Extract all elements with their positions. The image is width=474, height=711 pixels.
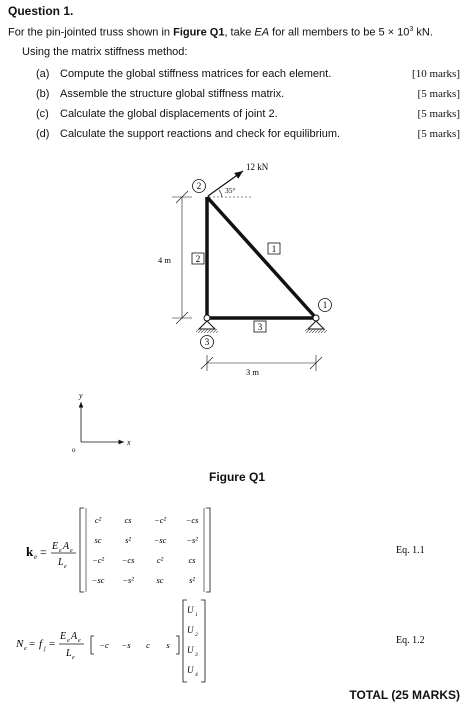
svg-text:4: 4 xyxy=(195,672,198,678)
method-text: Using the matrix stiffness method: xyxy=(22,46,188,58)
denominator-L: L xyxy=(66,648,72,659)
svg-text:sc: sc xyxy=(94,535,102,545)
load-label: 12 kN xyxy=(246,162,269,172)
intro-ea: EA xyxy=(254,26,270,39)
angle-label: 35° xyxy=(225,186,236,195)
part-text: Calculate the support reactions and check for equilibrium. xyxy=(60,128,341,140)
part-d xyxy=(36,128,340,140)
svg-text:3: 3 xyxy=(204,337,210,347)
node-1-label xyxy=(319,299,332,312)
part-a xyxy=(36,68,331,80)
svg-text:U: U xyxy=(187,645,194,655)
numerator-A: A xyxy=(63,541,70,552)
matrix-bracket-left xyxy=(80,508,84,592)
question-title: Question 1. xyxy=(8,4,74,18)
svg-text:1: 1 xyxy=(322,300,328,310)
sub-e: e xyxy=(70,548,73,554)
angle-arc xyxy=(219,190,222,197)
numerator-E: E xyxy=(60,631,67,642)
stiffness-matrix xyxy=(92,515,200,585)
numerator-E: E xyxy=(52,541,59,552)
node-3-label xyxy=(201,336,214,349)
origin-label: o xyxy=(72,446,76,454)
svg-text:c²: c² xyxy=(156,555,164,565)
part-label: (b) xyxy=(36,88,50,100)
displacement-vector xyxy=(187,605,198,678)
svg-text:s²: s² xyxy=(125,535,131,545)
part-b xyxy=(36,88,284,100)
sub-e: e xyxy=(78,638,81,644)
equals: = xyxy=(29,638,36,650)
part-a-marks: [10 marks] xyxy=(412,68,460,80)
svg-text:−c²: −c² xyxy=(91,555,105,565)
svg-text:1: 1 xyxy=(195,612,198,618)
intro-text-1: For the pin-jointed truss shown in xyxy=(8,26,174,39)
intro-text-3: for all members to be 5 × 10 xyxy=(269,26,410,39)
numerator-A: A xyxy=(71,631,78,642)
svg-text:cs: cs xyxy=(188,555,196,565)
svg-text:1: 1 xyxy=(271,244,277,254)
part-b-marks: [5 marks] xyxy=(417,88,460,100)
equals-2: = xyxy=(49,638,56,650)
row-bracket-left xyxy=(91,636,94,654)
element-1-label xyxy=(268,243,280,254)
intro-unit: kN. xyxy=(413,26,433,39)
f-subscript: j xyxy=(44,646,46,652)
part-c-marks: [5 marks] xyxy=(417,108,460,120)
k-subscript: e xyxy=(34,553,38,561)
svg-text:2: 2 xyxy=(196,181,202,191)
svg-text:U: U xyxy=(187,665,194,675)
svg-text:−c: −c xyxy=(99,640,109,650)
svg-text:−s: −s xyxy=(121,640,131,650)
eq-1-1-label: Eq. 1.1 xyxy=(396,545,425,556)
f-symbol: f xyxy=(39,638,43,650)
sub-e: e xyxy=(59,548,62,554)
height-label: 4 m xyxy=(158,255,171,265)
part-label: (d) xyxy=(36,128,50,140)
part-text: Calculate the global displacements of joint 2. xyxy=(60,108,278,120)
svg-text:−cs: −cs xyxy=(185,515,199,525)
svg-text:s²: s² xyxy=(189,575,195,585)
svg-text:2: 2 xyxy=(195,632,198,638)
equation-1-1 xyxy=(26,508,425,592)
x-axis-label: x xyxy=(127,438,131,447)
question-intro xyxy=(8,26,433,39)
height-dimension xyxy=(172,191,192,324)
element-2-label xyxy=(192,253,204,264)
figure-caption: Figure Q1 xyxy=(208,470,265,484)
equation-1-2 xyxy=(15,600,425,682)
svg-text:U: U xyxy=(187,625,194,635)
denominator-L: L xyxy=(58,557,64,568)
part-text: Compute the global stiffness matrices for each element. xyxy=(60,68,332,80)
intro-figure-ref: Figure Q1 xyxy=(173,26,225,39)
k-symbol: k xyxy=(26,544,34,559)
svg-text:c: c xyxy=(146,640,150,650)
vector-bracket-right xyxy=(201,600,205,682)
svg-text:3: 3 xyxy=(257,322,263,332)
y-axis-label: y xyxy=(79,391,83,400)
node-2-label xyxy=(193,180,206,193)
svg-text:−sc: −sc xyxy=(91,575,105,585)
direction-cosine-row xyxy=(99,640,170,650)
row-bracket-right xyxy=(176,636,179,654)
width-label: 3 m xyxy=(246,367,259,377)
svg-text:−s²: −s² xyxy=(186,535,198,545)
part-d-marks: [5 marks] xyxy=(417,128,460,140)
svg-text:2: 2 xyxy=(195,254,201,264)
N-subscript: e xyxy=(24,646,27,652)
eq-1-2-label: Eq. 1.2 xyxy=(396,635,425,646)
truss-figure xyxy=(0,150,474,465)
svg-text:s: s xyxy=(166,640,170,650)
svg-text:U: U xyxy=(187,605,194,615)
total-marks: TOTAL (25 MARKS) xyxy=(349,688,460,702)
svg-text:sc: sc xyxy=(156,575,164,585)
svg-text:−c²: −c² xyxy=(153,515,167,525)
equations xyxy=(0,500,474,685)
part-label: (c) xyxy=(36,108,49,120)
element-3-label xyxy=(254,321,266,332)
width-dimension xyxy=(201,355,322,371)
part-text: Assemble the structure global stiffness matrix. xyxy=(60,88,285,100)
N-symbol: N xyxy=(16,638,24,650)
sub-e: e xyxy=(64,564,67,570)
part-c xyxy=(36,108,278,120)
matrix-bracket-right xyxy=(206,508,210,592)
svg-text:−cs: −cs xyxy=(121,555,135,565)
svg-text:c²: c² xyxy=(94,515,102,525)
equals: = xyxy=(40,545,47,559)
svg-text:−sc: −sc xyxy=(153,535,167,545)
member-1 xyxy=(207,197,316,318)
sub-e: e xyxy=(72,655,75,661)
svg-text:cs: cs xyxy=(124,515,132,525)
part-label: (a) xyxy=(36,68,50,80)
intro-text-2: , take xyxy=(224,26,255,39)
intro-exponent: 3 xyxy=(409,26,414,33)
sub-e: e xyxy=(67,638,70,644)
svg-text:3: 3 xyxy=(195,652,198,658)
svg-text:−s²: −s² xyxy=(122,575,134,585)
